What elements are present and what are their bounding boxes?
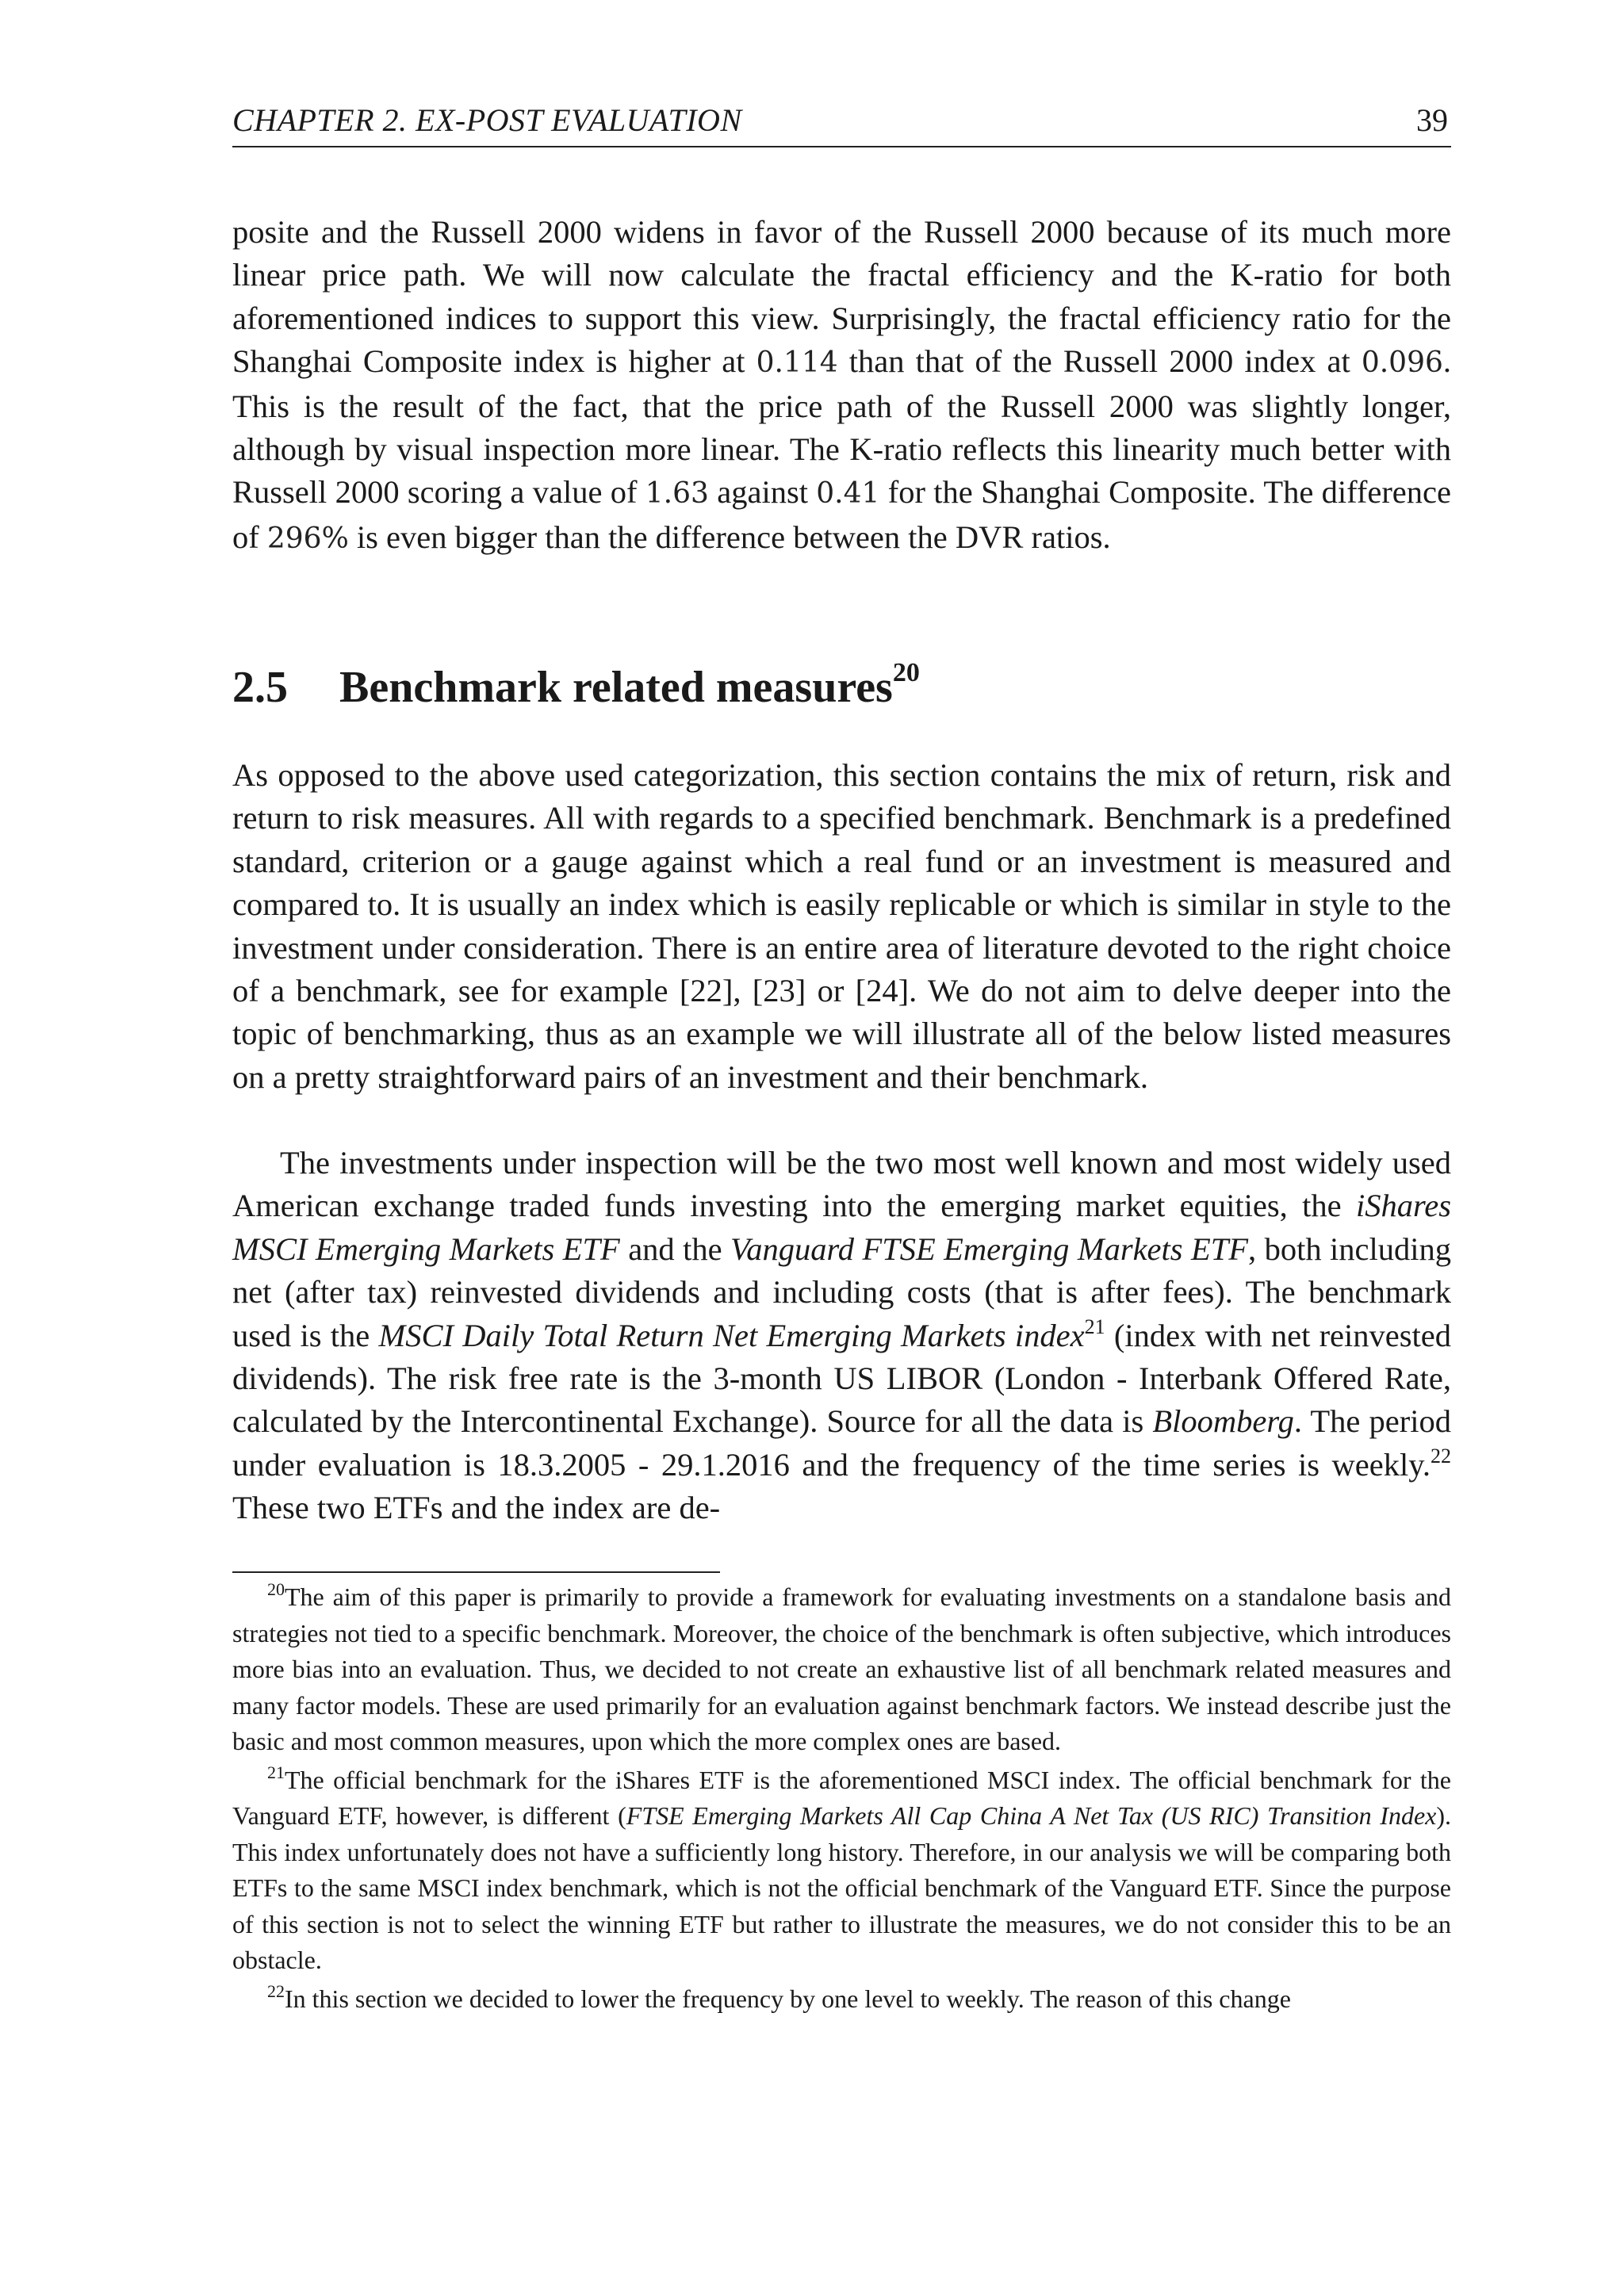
difference-percent: 296% xyxy=(266,522,349,555)
footnotes xyxy=(232,1579,1451,2019)
msci-index-name: MSCI Daily Total Return Net Emerging Markets index xyxy=(378,1317,1085,1353)
k-ratio-shanghai: 0.41 xyxy=(816,477,880,511)
paragraph-benchmark-intro: As opposed to the above used categorization, this section contains the mix of return, risk and return to risk measures. All with regards to a specified benchmark. Benchmark is a predefined standard, criterion or a gauge against which a real fund or an investment is measured and compared to. It is usually an index which is easily replicable or which is similar in style to the investment under consideration. There is an entire area of literature devoted to the right choice of a benchmark, see for example [22], [23] or [24]. We do not aim to delve deeper into the topic of benchmarking, thus as an example we will illustrate all of the below listed measures on a pretty straightforward pairs of an investment and their benchmark. xyxy=(232,757,1451,1095)
running-title: CHAPTER 2. EX-POST EVALUATION xyxy=(232,102,742,138)
data-source-name: Bloomberg xyxy=(1152,1403,1294,1440)
section-title-text: Benchmark related measures xyxy=(339,663,893,712)
fractal-efficiency-shanghai: 0.114 xyxy=(756,346,838,380)
page-number: 39 xyxy=(1416,102,1448,138)
footnote-ref-20[interactable]: 20 xyxy=(892,658,920,687)
ishares-etf-name: iShares MSCI Emerging Markets ETF xyxy=(232,1188,1451,1267)
footnote-22: $^{22}$In this section we decided to lower the frequency by one level to weekly. The reason of this change xyxy=(267,1980,1291,2013)
running-header xyxy=(232,97,1451,147)
section-heading xyxy=(232,660,1451,715)
k-ratio-russell: 1.63 xyxy=(645,477,709,511)
vanguard-etf-name: Vanguard FTSE Emerging Markets ETF xyxy=(730,1230,1248,1267)
footnote-21: $^{21}$The official benchmark for the iShares ETF is the aforementioned MSCI index. The official benchmark for the Vanguard ETF, however, is different (FTSE Emerging Markets All Cap China A Net Tax (US RIC) Transition Index). This index unfortunately does not have a sufficiently long history. Therefore, in our analysis we will be comparing both ETFs to the same MSCI index benchmark, which is not the official benchmark of the Vanguard ETF. Since the purpose of this section is not to select the winning ETF but rather to illustrate the measures, we do not consider this to be an obstacle. xyxy=(232,1762,1452,1974)
paragraph-investments: The investments under inspection will be the two most well known and most widely used American exchange traded funds investing into the emerging market equities, the iShares MSCI Emerging Markets ETF and the Vanguard FTSE Emerging Markets ETF, both including net (after tax) reinvested dividends and including costs (that is after fees). The benchmark used is the MSCI Daily Total Return Net Emerging Markets index$^{21}$ (index with net reinvested dividends). The risk free rate is the 3-month US LIBOR (London - Interbank Offered Rate, calculated by the Intercontinental Exchange). Source for all the data is Bloomberg. The period under evaluation is 18.3.2005 - 29.1.2016 and the frequency of the time series is weekly.$^{22}$ These two ETFs and the index are de- xyxy=(232,1145,1451,1526)
footnote-20: $^{20}$The aim of this paper is primarily to provide a framework for evaluating investments on a standalone basis and strategies not tied to a specific benchmark. Moreover, the choice of the benchmark is often subjective, which introduces more bias into an evaluation. Thus, we decided to not create an exhaustive list of all benchmark related measures and many factor models. These are used primarily for an evaluation against benchmark factors. We instead describe just the basic and most common measures, upon which the more complex ones are based. xyxy=(232,1579,1451,1755)
continuation-paragraph: posite and the Russell 2000 widens in favor of the Russell 2000 because of its much more linear price path. We will now calculate the fractal efficiency and the K-ratio for both aforementioned indices to support this view. Surprisingly, the fractal efficiency ratio for the Shanghai Composite index is higher at 0.114 than that of the Russell 2000 index at 0.096. This is the result of the fact, that the price path of the Russell 2000 was slightly longer, although by visual inspection more linear. The K-ratio reflects this linearity much better with Russell 2000 scoring a value of 1.63 against 0.41 for the Shanghai Composite. The difference of 296% is even bigger than the difference between the DVR ratios. xyxy=(232,214,1451,555)
section-number: 2.5 xyxy=(232,663,288,712)
footnote-divider xyxy=(232,1571,720,1573)
fractal-efficiency-russell: 0.096 xyxy=(1361,346,1443,380)
footnote-ref-22[interactable]: 22 xyxy=(1431,1444,1451,1468)
footnote-ref-21[interactable]: 21 xyxy=(1084,1314,1105,1338)
